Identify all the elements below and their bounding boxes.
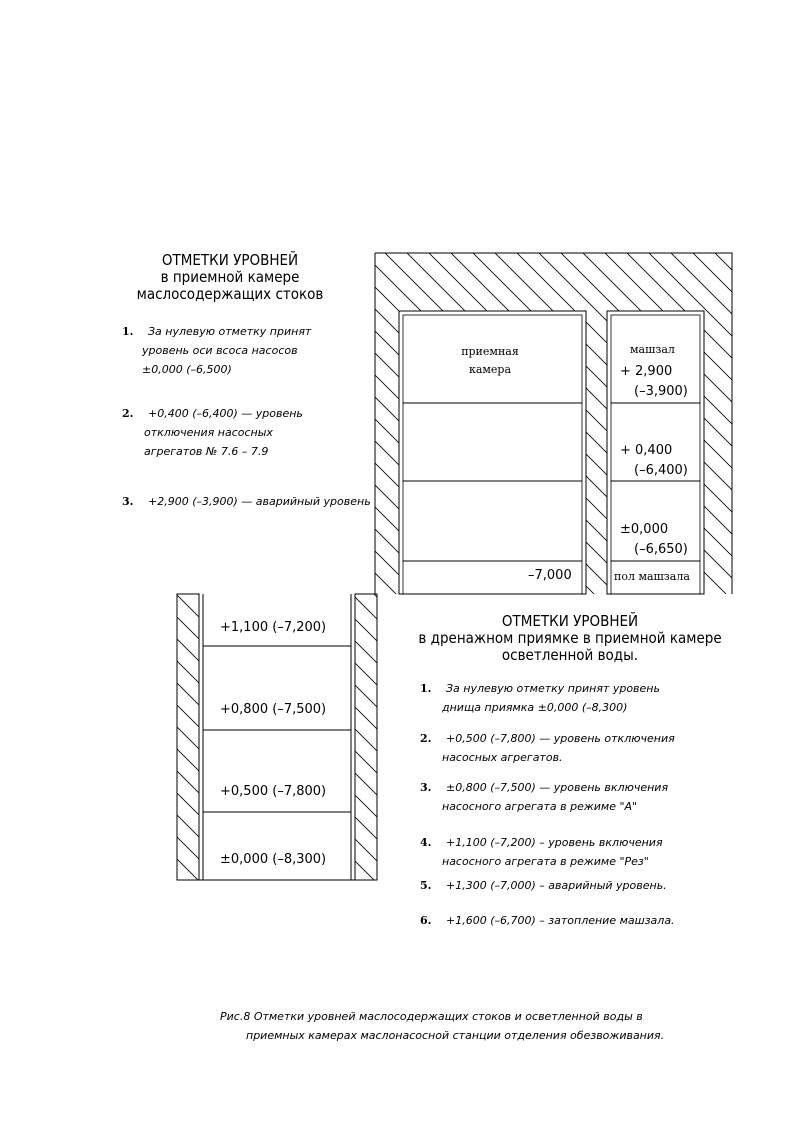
bottom-note-5: 5. +1,300 (–7,000) – аварийный уровень. — [420, 879, 667, 892]
bottom-note-1: 1. За нулевую отметку принят уровень днища приямка ±0,000 (–8,300) — [420, 682, 660, 714]
top-note-1: 1. За нулевую отметку принят уровень оси всоса насосов ±0,000 (–6,500) — [122, 325, 312, 376]
bottom-note-3: 3. ±0,800 (–7,500) — уровень включения насосного агрегата в режиме "А" — [420, 781, 669, 813]
bottom-title: ОТМЕТКИ УРОВНЕЙ в дренажном приямке в приемной камере осветленной воды. — [418, 612, 722, 664]
chamber-label: приемная камера — [461, 345, 519, 376]
bottom-note-2: 2. +0,500 (–7,800) — уровень отключения насосных агрегатов. — [420, 732, 675, 764]
top-note-2: 2. +0,400 (–6,400) — уровень отключения насосных агрегатов № 7.6 – 7.9 — [122, 407, 303, 458]
top-note-3: 3. +2,900 (–3,900) — аварийный уровень — [122, 495, 371, 508]
bottom-note-4: 4. +1,100 (–7,200) – уровень включения насосного агрегата в режиме "Рез" — [420, 836, 663, 868]
machine-room-level-2: + 0,400 (–6,400) — [620, 443, 688, 478]
pit-level-3: +0,500 (–7,800) — [220, 784, 327, 799]
floor-label: пол машзала — [614, 570, 690, 583]
machine-room-level-3: ±0,000 (–6,650) — [620, 522, 688, 557]
figure-caption: Рис.8 Отметки уровней маслосодержащих стоков и осветленной воды в приемных камерах маслонасосной станции отделения обезвоживания. — [220, 1010, 665, 1042]
pit-level-2: +0,800 (–7,500) — [220, 702, 327, 717]
pit-level-1: +1,100 (–7,200) — [220, 620, 327, 635]
pit-level-4: ±0,000 (–8,300) — [220, 852, 327, 867]
machine-room-level-1: + 2,900 (–3,900) — [620, 364, 688, 399]
bottom-note-6: 6. +1,600 (–6,700) – затопление машзала. — [420, 914, 675, 927]
top-title: ОТМЕТКИ УРОВНЕЙ в приемной камере маслосодержащих стоков — [136, 251, 324, 303]
pit-structure — [177, 594, 377, 880]
floor-level: –7,000 — [528, 568, 572, 583]
machine-room-label: машзал — [630, 343, 675, 356]
